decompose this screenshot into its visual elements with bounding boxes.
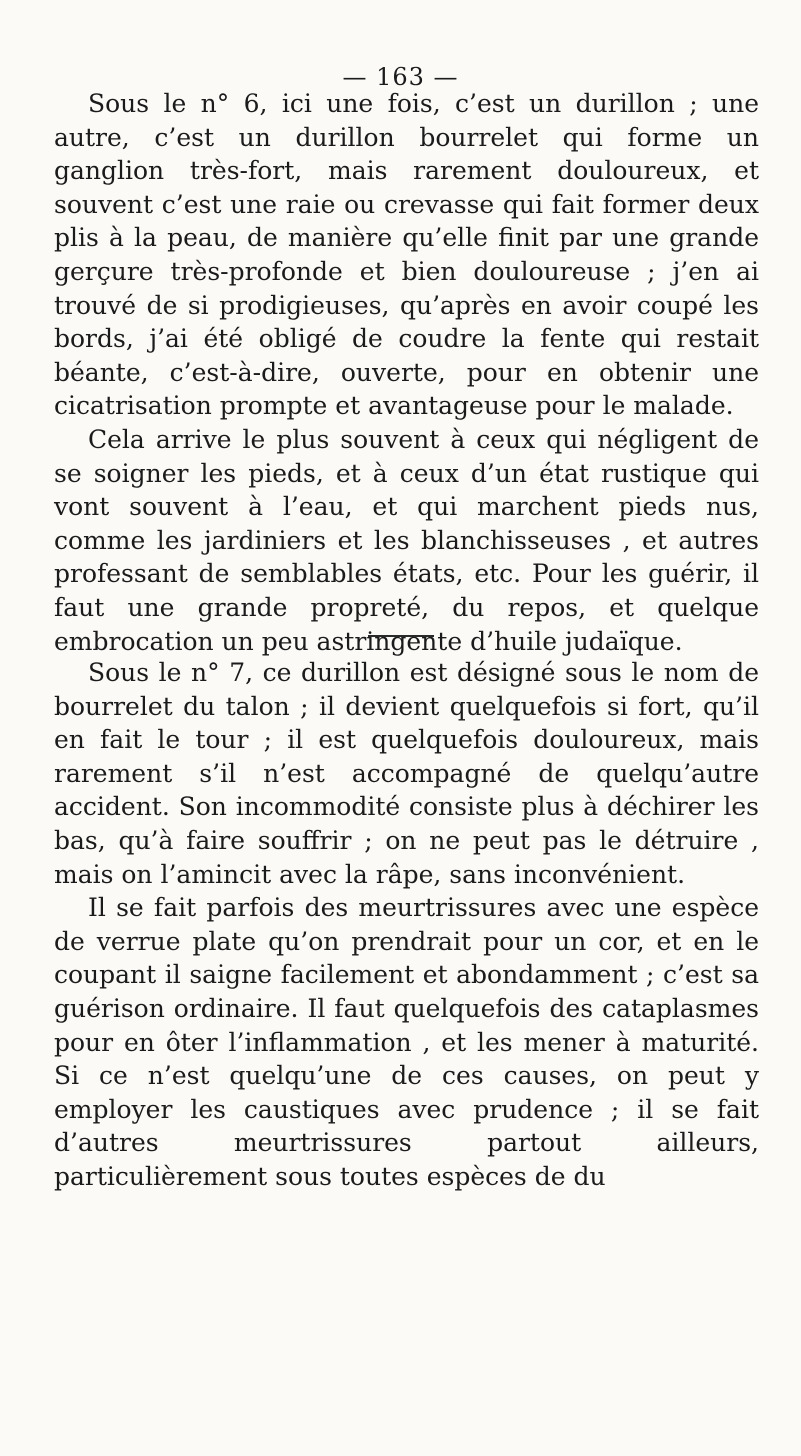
- paragraph: Il se fait parfois des meurtrissures avec une espèce de verrue plate qu’on prendrait pour un cor, et en le coupant il saigne facilement et abondamment ; c’est sa guérison ordinaire. Il faut quelquefois des cataplasmes pour en ôter l’inflammation , et les mener à maturité. Si ce n’est quelqu’une de ces causes, on peut y employer les caustiques avec prudence ; il se fait d’autres meurtrissures partout ailleurs, particulièrement sous toutes espèces de du: [54, 893, 759, 1191]
- text-block-bottom: [54, 656, 759, 1194]
- text-block-top: [54, 87, 759, 658]
- paragraph: Cela arrive le plus souvent à ceux qui négligent de se soigner les pieds, et à ceux d’un état rustique qui vont souvent à l’eau, et qui marchent pieds nus, comme les jardiniers et les blanchisseuses , et autres professant de semblables états, etc. Pour les guérir, il faut une grande propreté, du repos, et quelque embrocation un peu astringente d’huile judaïque.: [54, 424, 759, 656]
- section-divider: [368, 635, 434, 637]
- page-number: — 163 —: [342, 63, 459, 91]
- paragraph: Sous le n° 6, ici une fois, c’est un durillon ; une autre, c’est un durillon bourrelet qui forme un ganglion très-fort, mais rarement douloureux, et souvent c’est une raie ou crevasse qui fait former deux plis à la peau, de manière qu’elle finit par une grande gerçure très-profonde et bien douloureuse ; j’en ai trouvé de si prodigieuses, qu’après en avoir coupé les bords, j’ai été obligé de coudre la fente qui restait béante, c’est-à-dire, ouverte, pour en obtenir une cicatrisation prompte et avantageuse pour le malade.: [54, 89, 759, 421]
- paragraph: Sous le n° 7, ce durillon est désigné sous le nom de bourrelet du talon ; il devient quelquefois si fort, qu’il en fait le tour ; il est quelquefois douloureux, mais rarement s’il n’est accompagné de quelqu’autre accident. Son incommodité consiste plus à déchirer les bas, qu’à faire souffrir ; on ne peut pas le détruire , mais on l’amincit avec la râpe, sans inconvénient.: [54, 658, 759, 889]
